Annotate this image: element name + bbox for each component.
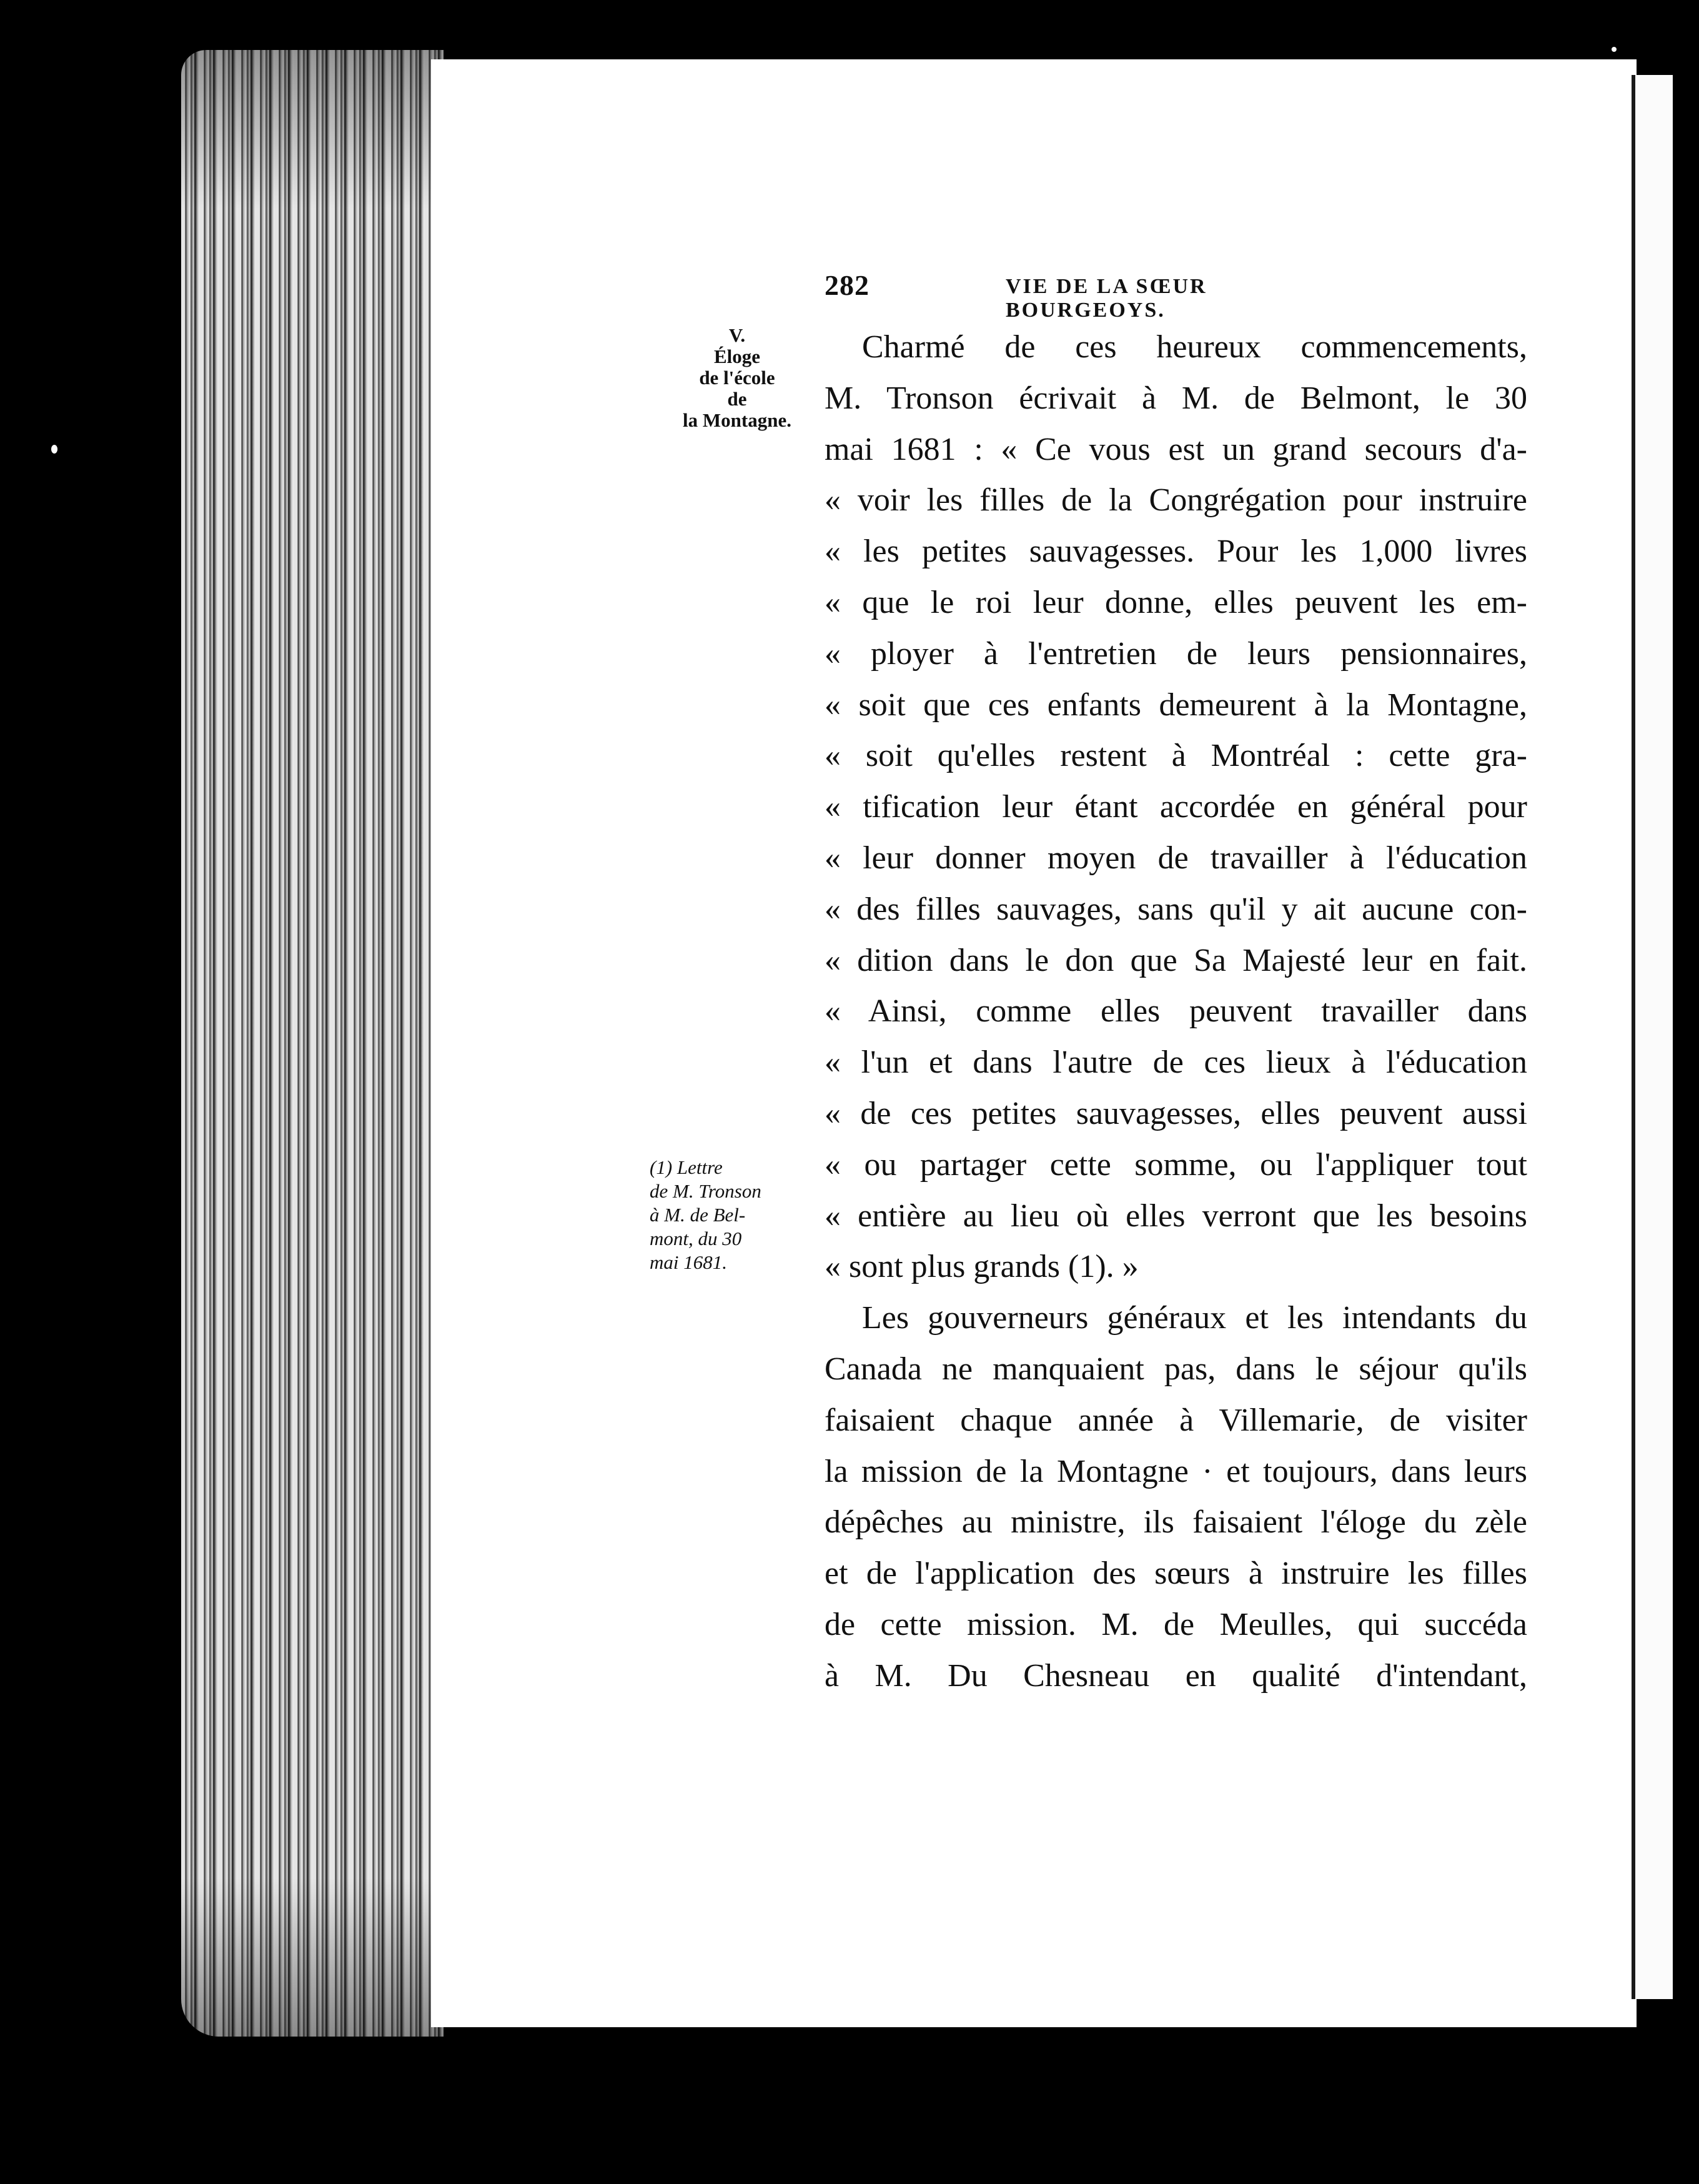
footnote-line: mai 1681. xyxy=(650,1251,727,1273)
text-line: à M. Du Chesneau en qualité d'intendant, xyxy=(825,1657,1527,1694)
text-line: « ployer à l'entretien de leurs pensionnaires, xyxy=(825,635,1527,672)
section-note-line: de xyxy=(727,388,747,410)
section-note-line: Éloge xyxy=(713,345,761,367)
text-line: dépêches au ministre, ils faisaient l'éloge du zèle xyxy=(825,1504,1527,1541)
facing-page-edge xyxy=(1632,75,1673,1999)
text-line: « leur donner moyen de travailler à l'éducation xyxy=(825,840,1527,876)
section-note-line: de l'école xyxy=(699,367,775,389)
text-line: la mission de la Montagne · et toujours, dans leurs xyxy=(825,1453,1527,1489)
section-side-note xyxy=(662,325,812,431)
page-number: 282 xyxy=(825,269,869,301)
text-line: « des filles sauvages, sans qu'il y ait aucune con- xyxy=(825,891,1527,927)
footnote-line: à M. de Bel- xyxy=(650,1204,746,1226)
text-line: M. Tronson écrivait à M. de Belmont, le 30 xyxy=(825,380,1527,416)
text-line: « de ces petites sauvagesses, elles peuvent aussi xyxy=(825,1095,1527,1131)
text-line: « les petites sauvagesses. Pour les 1,000 livres xyxy=(825,534,1527,570)
footnote-line: mont, du 30 xyxy=(650,1228,742,1249)
text-line: et de l'application des sœurs à instruire les filles xyxy=(825,1556,1527,1592)
footnote-line: de M. Tronson xyxy=(650,1180,761,1202)
running-title: VIE DE LA SŒUR BOURGEOYS. xyxy=(1006,275,1207,322)
text-line: « que le roi leur donne, elles peuvent les em- xyxy=(825,584,1527,620)
text-line: faisaient chaque année à Villemarie, de visiter xyxy=(825,1402,1527,1438)
text-line: « ou partager cette somme, ou l'appliquer tout xyxy=(825,1146,1527,1183)
text-line: de cette mission. M. de Meulles, qui succéda xyxy=(825,1606,1527,1642)
running-head xyxy=(825,269,1362,322)
text-line: « Ainsi, comme elles peuvent travailler dans xyxy=(825,993,1527,1030)
footnote-side-note xyxy=(650,1156,800,1274)
section-number: V. xyxy=(728,324,746,346)
text-line: « sont plus grands (1). » xyxy=(825,1249,1139,1285)
text-line: Charmé de ces heureux commencements, xyxy=(862,329,1527,365)
section-note-line: la Montagne. xyxy=(683,409,791,431)
dust-speck xyxy=(51,445,57,454)
text-line: « entière au lieu où elles verront que les besoins xyxy=(825,1198,1527,1234)
text-line: « soit qu'elles restent à Montréal : cette gra- xyxy=(825,738,1527,774)
dust-speck xyxy=(1612,47,1617,52)
text-line: « soit que ces enfants demeurent à la Montagne, xyxy=(825,687,1527,723)
text-line: mai 1681 : « Ce vous est un grand secours d'a- xyxy=(825,431,1527,467)
text-line: « tification leur étant accordée en général pour xyxy=(825,789,1527,825)
footnote-line: (1) Lettre xyxy=(650,1156,723,1178)
text-line: Canada ne manquaient pas, dans le séjour qu'ils xyxy=(825,1351,1527,1387)
text-line: « l'un et dans l'autre de ces lieux à l'éducation xyxy=(825,1045,1527,1081)
body-text xyxy=(825,322,1527,1702)
book-fore-edge xyxy=(181,50,443,2037)
text-line: Les gouverneurs généraux et les intendants du xyxy=(862,1300,1527,1336)
text-line: « dition dans le don que Sa Majesté leur en fait. xyxy=(825,942,1527,978)
text-line: « voir les filles de la Congrégation pour instruire xyxy=(825,482,1527,519)
